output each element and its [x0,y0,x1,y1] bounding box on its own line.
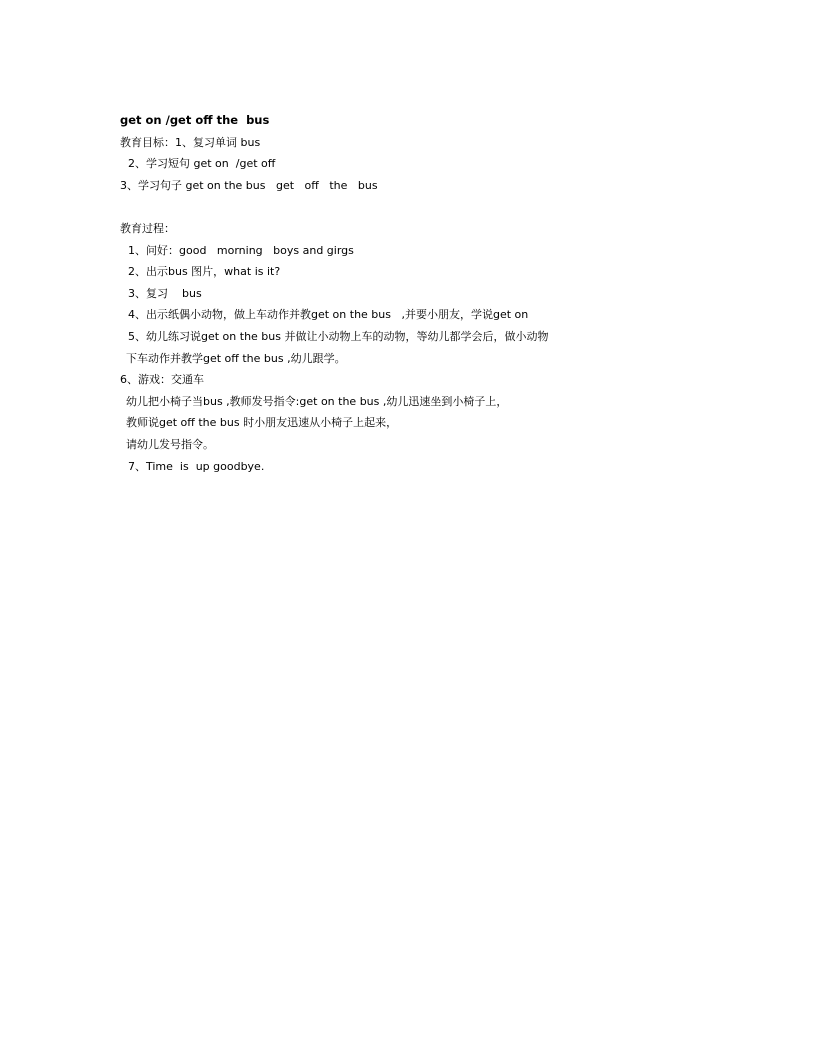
process-line: 请幼儿发号指令。 [126,437,214,451]
process-line: 1、问好：good morning boys and girgs [128,243,354,257]
objective-line: 3、学习句子 get on the bus get off the bus [120,178,378,192]
process-line: 幼儿把小椅子当bus ,教师发号指令:get on the bus ,幼儿迅速坐到小椅子上， [126,394,508,408]
process-line: 3、复习 bus [128,286,202,300]
objective-line: 2、学习短句 get on /get off [128,157,276,171]
process-line: 下车动作并教学get off the bus ,幼儿跟学。 [126,351,346,365]
blank-line [120,196,720,218]
process-line: 5、幼儿练习说get on the bus 并做让小动物上车的动物，等幼儿都学会后，做小动物 [128,329,549,343]
objective-line: 教育目标：1、复习单词 bus [120,135,261,149]
process-line: 6、游戏：交通车 [120,373,204,387]
process-line: 7、Time is up goodbye. [128,459,265,473]
document-title: get on /get off the bus [120,113,270,127]
process-line: 4、出示纸偶小动物，做上车动作并教get on the bus ,并要小朋友，学说get on [128,308,529,322]
process-line: 教师说get off the bus 时小朋友迅速从小椅子上起来， [126,416,398,430]
process-heading: 教育过程： [120,221,175,235]
document-body [120,110,720,477]
process-line: 2、出示bus 图片，what is it? [128,265,281,279]
